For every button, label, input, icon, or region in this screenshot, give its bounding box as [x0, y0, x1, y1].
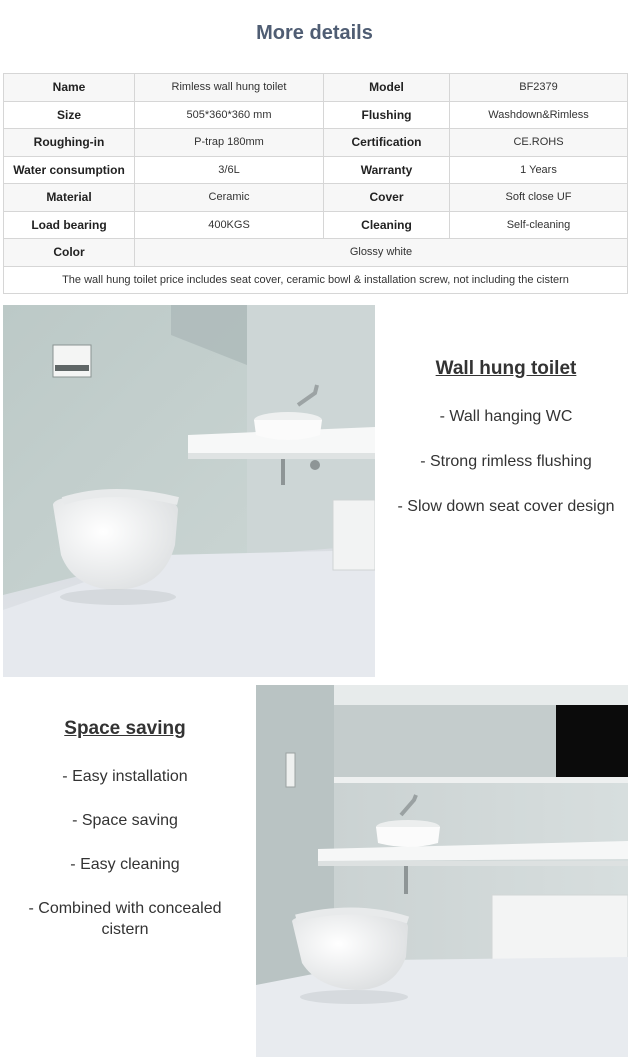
feature-wall-hung	[385, 358, 627, 541]
feature-bullet: - Space saving	[72, 812, 178, 829]
feature-heading: Space saving	[64, 718, 186, 739]
spec-value: Ceramic	[135, 184, 324, 212]
spec-value: Washdown&Rimless	[450, 101, 628, 129]
spec-value: Soft close UF	[450, 184, 628, 212]
feature-bullet: - Slow down seat cover design	[397, 498, 615, 515]
space-saving-photo	[256, 685, 628, 1057]
spec-key: Roughing-in	[4, 129, 135, 157]
feature-bullet: - Combined with concealed cistern	[28, 900, 222, 938]
spec-key: Flushing	[324, 101, 450, 129]
feature-heading: Wall hung toilet	[435, 358, 577, 379]
spec-key: Water consumption	[4, 156, 135, 184]
spec-key: Color	[4, 239, 135, 267]
table-row	[4, 156, 628, 184]
table-row	[4, 129, 628, 157]
bathroom-illustration-2	[256, 685, 628, 1057]
wall-hung-toilet-photo	[3, 305, 375, 677]
spec-key: Model	[324, 74, 450, 102]
table-row	[4, 239, 628, 267]
spec-value: 1 Years	[450, 156, 628, 184]
spec-value: BF2379	[450, 74, 628, 102]
spec-value: 3/6L	[135, 156, 324, 184]
spec-key: Name	[4, 74, 135, 102]
spec-value: Glossy white	[135, 239, 628, 267]
feature-bullet: - Easy installation	[62, 768, 188, 785]
feature-bullet: - Strong rimless flushing	[420, 453, 592, 470]
spec-value: 400KGS	[135, 211, 324, 239]
spec-key: Load bearing	[4, 211, 135, 239]
feature-bullet: - Wall hanging WC	[439, 408, 573, 425]
table-row	[4, 101, 628, 129]
spec-key: Certification	[324, 129, 450, 157]
table-row	[4, 184, 628, 212]
spec-value: CE.ROHS	[450, 129, 628, 157]
spec-key: Cleaning	[324, 211, 450, 239]
page-title: More details	[256, 22, 373, 44]
spec-value: Self-cleaning	[450, 211, 628, 239]
table-row	[4, 74, 628, 102]
table-row	[4, 211, 628, 239]
spec-value: 505*360*360 mm	[135, 101, 324, 129]
spec-key: Warranty	[324, 156, 450, 184]
spec-key: Cover	[324, 184, 450, 212]
bathroom-illustration	[3, 305, 375, 677]
spec-value: P-trap 180mm	[135, 129, 324, 157]
feature-space-saving	[0, 718, 250, 963]
table-row-note	[4, 266, 628, 293]
spec-key: Size	[4, 101, 135, 129]
feature-bullet: - Easy cleaning	[70, 856, 180, 873]
spec-note: The wall hung toilet price includes seat cover, ceramic bowl & installation screw, not including the cistern	[4, 266, 628, 293]
spec-table	[3, 73, 628, 294]
spec-value: Rimless wall hung toilet	[135, 74, 324, 102]
spec-key: Material	[4, 184, 135, 212]
